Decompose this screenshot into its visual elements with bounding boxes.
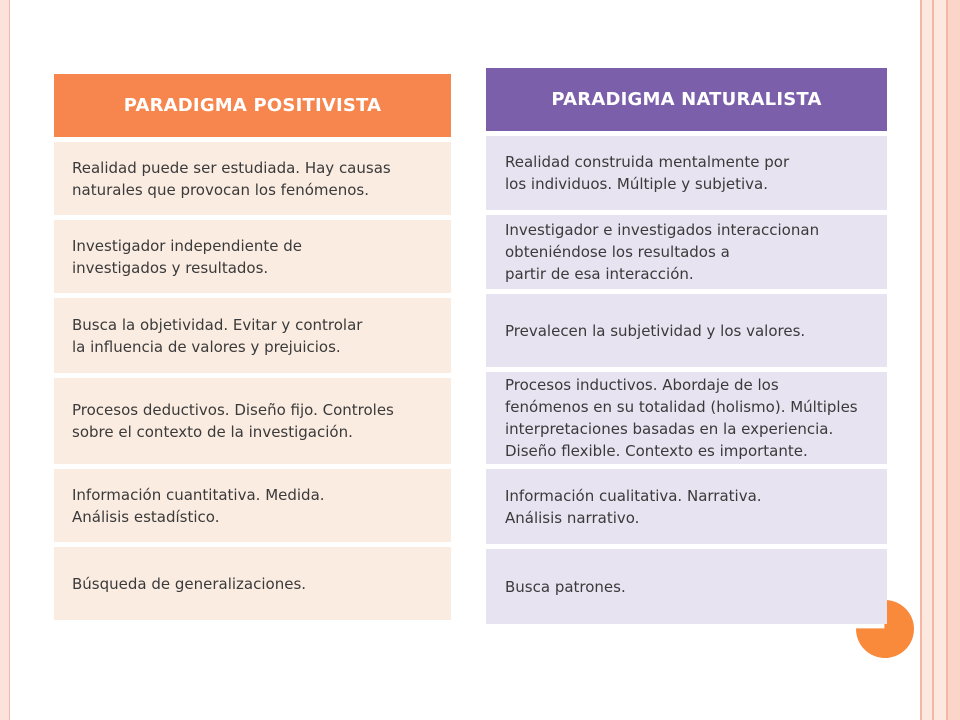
positivist-row-6: Búsqueda de generalizaciones. bbox=[54, 547, 451, 620]
positivist-row-5: Información cuantitativa. Medida. Análisis estadístico. bbox=[54, 469, 451, 542]
positivist-table bbox=[54, 74, 451, 620]
positivist-row-3: Busca la objetividad. Evitar y controlar la influencia de valores y prejuicios. bbox=[54, 298, 451, 373]
naturalist-row-1: Realidad construida mentalmente por los individuos. Múltiple y subjetiva. bbox=[486, 136, 887, 210]
slide-right-stripes bbox=[920, 0, 960, 720]
naturalist-row-5: Información cualitativa. Narrativa. Análisis narrativo. bbox=[486, 469, 887, 544]
naturalist-row-4: Procesos inductivos. Abordaje de los fenómenos en su totalidad (holismo). Múltiples interpretaciones basadas en la experiencia. Diseño flexible. Contexto es importante. bbox=[486, 372, 887, 464]
naturalist-row-6: Busca patrones. bbox=[486, 549, 887, 624]
positivist-row-1: Realidad puede ser estudiada. Hay causas naturales que provocan los fenómenos. bbox=[54, 142, 451, 215]
naturalist-header: PARADIGMA NATURALISTA bbox=[486, 68, 887, 131]
positivist-header: PARADIGMA POSITIVISTA bbox=[54, 74, 451, 137]
naturalist-table bbox=[486, 68, 887, 624]
naturalist-row-3: Prevalecen la subjetividad y los valores. bbox=[486, 294, 887, 367]
slide-left-border bbox=[0, 0, 10, 720]
naturalist-row-2: Investigador e investigados interaccionan obteniéndose los resultados a partir de esa interacción. bbox=[486, 215, 887, 289]
positivist-row-2: Investigador independiente de investigados y resultados. bbox=[54, 220, 451, 293]
positivist-row-4: Procesos deductivos. Diseño fijo. Controles sobre el contexto de la investigación. bbox=[54, 378, 451, 464]
